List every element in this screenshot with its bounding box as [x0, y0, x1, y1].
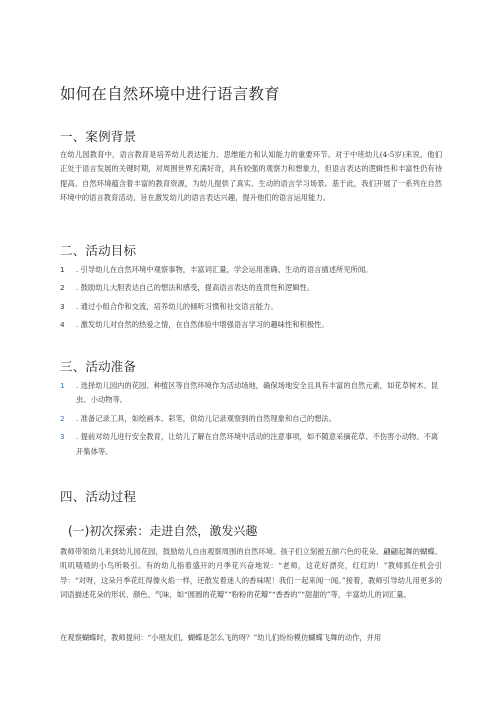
- list-item-text: . 选择幼儿园内的花园、种植区等自然环境作为活动场地，确保场地安全且具有丰富的自然元素，如花草树木、昆虫、小动物等。: [76, 381, 439, 405]
- goals-list: [60, 263, 442, 333]
- list-item: [60, 281, 442, 295]
- process-paragraph-2: 在观察蝴蝶时，教师提问：“小朋友们，蝴蝶是怎么飞的呀？”幼儿们纷纷模仿蝴蝶飞舞的动作，并用: [60, 633, 382, 642]
- list-item: [60, 430, 442, 459]
- list-item: [60, 379, 442, 408]
- list-number: 3: [60, 301, 65, 311]
- list-item-text: . 通过小组合作和交流，培养幼儿的倾听习惯和社交语言能力。: [76, 301, 278, 311]
- list-item-text: . 引导幼儿在自然环境中观察事物，丰富词汇量，学会运用准确、生动的语言描述所见所闻。: [76, 265, 373, 274]
- list-item: [60, 263, 442, 277]
- process-paragraph-1: 教师带领幼儿来到幼儿园花园，鼓励幼儿自由观察周围的自然环境。孩子们立刻被五颜六色的花朵、翩翩起舞的蝴蝶、叽叽喳喳的小鸟所吸引。有的幼儿指着盛开的月季花兴奋地说：“老师，这花好漂亮，红红的！”教师抓住机会引导：“对呀，这朵月季花红得像火焰一样，还散发着迷人的香味呢！我们一起来闻一闻。”接着，教师引导幼儿用更多的词语描述花朵的形状、颜色、气味，如“圆圆的花瓣”“粉粉的花瓣”“香香的”“甜甜的”等，丰富幼儿的词汇量。: [60, 547, 442, 600]
- list-item-text: . 鼓励幼儿大胆表达自己的想法和感受，提高语言表达的连贯性和逻辑性。: [76, 283, 315, 293]
- section-heading-process: 四、活动过程: [60, 489, 137, 504]
- section-heading-goals: 二、活动目标: [60, 243, 137, 258]
- list-item-text: . 激发幼儿对自然的热爱之情，在自然体验中增强语言学习的趣味性和积极性。: [76, 320, 329, 330]
- list-number: 2: [60, 413, 65, 423]
- list-number: 4: [60, 320, 65, 330]
- preparation-list: [60, 379, 442, 459]
- list-number: 2: [60, 283, 65, 293]
- background-paragraph: 在幼儿园教育中，语言教育是培养幼儿表达能力、思维能力和认知能力的重要环节。对于中班幼儿(4-5岁)来说，他们正处于语言发展的关键时期，对周围世界充满好奇，具有较强的观察力和想象力，但语言表达的逻辑性和丰富性仍有待提高。自然环境蕴含着丰富的教育资源，为幼儿提供了真实、生动的语言学习场景。基于此，我们开展了一系列在自然环境中的语言教育活动，旨在激发幼儿的语言表达兴趣，提升他们的语言运用能力。: [60, 150, 442, 203]
- subsection-heading-first-exploration: (一)初次探索：走进自然，激发兴趣: [68, 524, 258, 538]
- list-item-text: . 提前对幼儿进行安全教育，让幼儿了解在自然环境中活动的注意事项，如不随意采摘花草、不伤害小动物、不离开集体等。: [76, 432, 439, 456]
- list-item: [60, 412, 442, 426]
- list-item-text: . 准备记录工具，如绘画本、彩笔，供幼儿记录观察到的自然现象和自己的想法。: [76, 413, 337, 423]
- list-item: [60, 300, 442, 314]
- page-title: 如何在自然环境中进行语言教育: [60, 85, 280, 103]
- section-heading-background: 一、案例背景: [60, 129, 137, 144]
- list-number: 1: [60, 265, 65, 274]
- list-number: 3: [60, 432, 65, 442]
- list-number: 1: [60, 381, 65, 390]
- list-item: [60, 318, 442, 332]
- section-heading-preparation: 三、活动准备: [60, 359, 137, 374]
